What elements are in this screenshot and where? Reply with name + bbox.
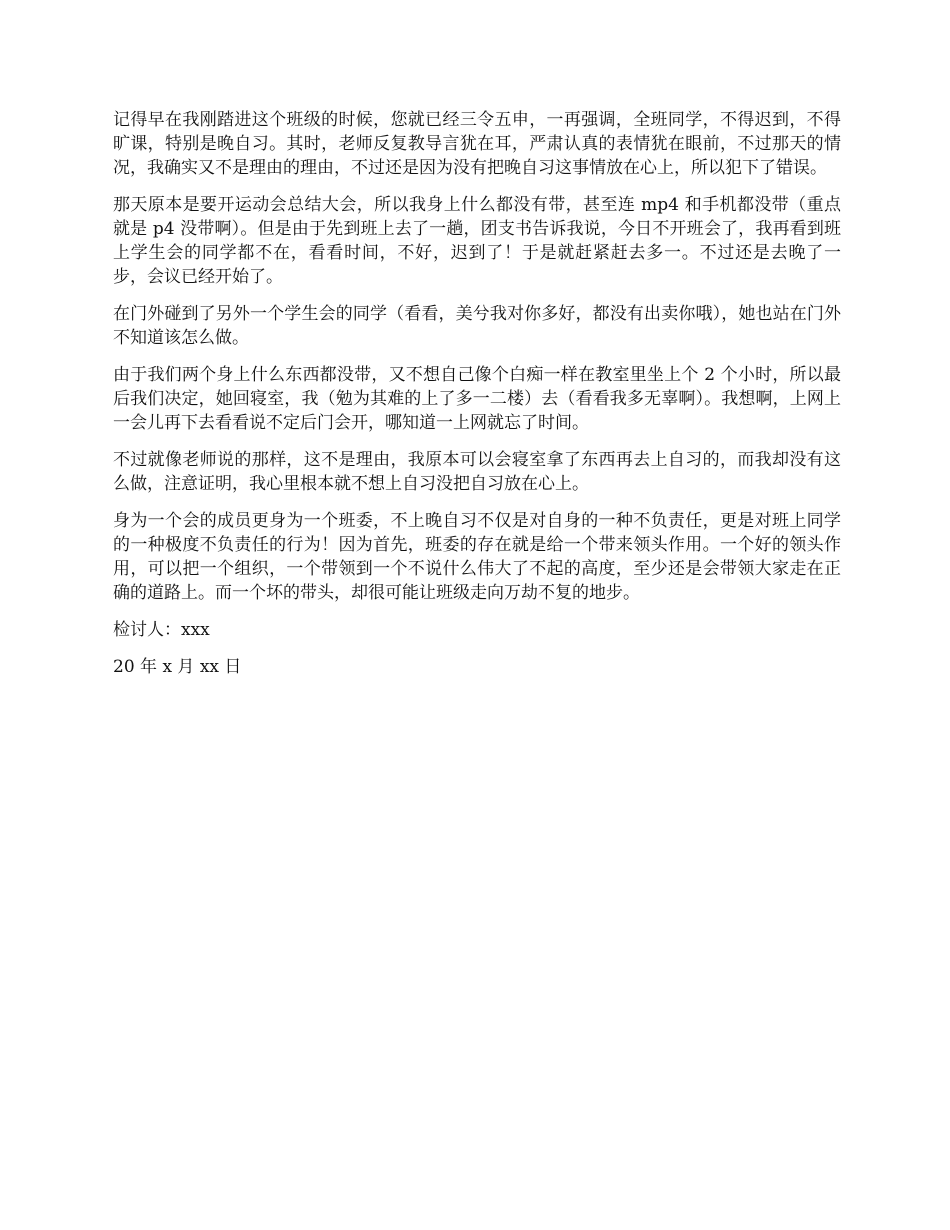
signature-line: 检讨人：xxx: [113, 620, 210, 640]
document-body: [113, 108, 841, 692]
paragraph-1: 记得早在我刚踏进这个班级的时候，您就已经三令五申，一再强调，全班同学，不得迟到，不得旷课，特别是晚自习。其时，老师反复教导言犹在耳，严肃认真的表情犹在眼前，不过那天的情况，我确实又不是理由的理由，不过还是因为没有把晚自习这事情放在心上，所以犯下了错误。: [113, 110, 841, 178]
date-line: 20 年 x 月 xx 日: [113, 657, 242, 677]
paragraph-2: 那天原本是要开运动会总结大会，所以我身上什么都没有带，甚至连 mp4 和手机都没带（重点就是 p4 没带啊）。但是由于先到班上去了一趟，团支书告诉我说，今日不开班会了，我再看到班上学生会的同学都不在，看看时间，不好，迟到了！于是就赶紧赶去多一。不过还是去晚了一步，会议已经开始了。: [113, 195, 841, 287]
paragraph-3: 在门外碰到了另外一个学生会的同学（看看，美兮我对你多好，都没有出卖你哦），她也站在门外不知道该怎么做。: [113, 304, 841, 348]
paragraph-5: 不过就像老师说的那样，这不是理由，我原本可以会寝室拿了东西再去上自习的，而我却没有这么做，注意证明，我心里根本就不想上自习没把自习放在心上。: [113, 450, 841, 494]
paragraph-4: 由于我们两个身上什么东西都没带，又不想自己像个白痴一样在教室里坐上个 2 个小时，所以最后我们决定，她回寝室，我（勉为其难的上了多一二楼）去（看看我多无辜啊）。我想啊，上网上一会儿再下去看看说不定后门会开，哪知道一上网就忘了时间。: [113, 365, 841, 433]
paragraph-6: 身为一个会的成员更身为一个班委，不上晚自习不仅是对自身的一种不负责任，更是对班上同学的一种极度不负责任的行为！因为首先，班委的存在就是给一个带来领头作用。一个好的领头作用，可以把一个组织，一个带领到一个不说什么伟大了不起的高度，至少还是会带领大家走在正确的道路上。而一个坏的带头，却很可能让班级走向万劫不复的地步。: [113, 511, 841, 603]
